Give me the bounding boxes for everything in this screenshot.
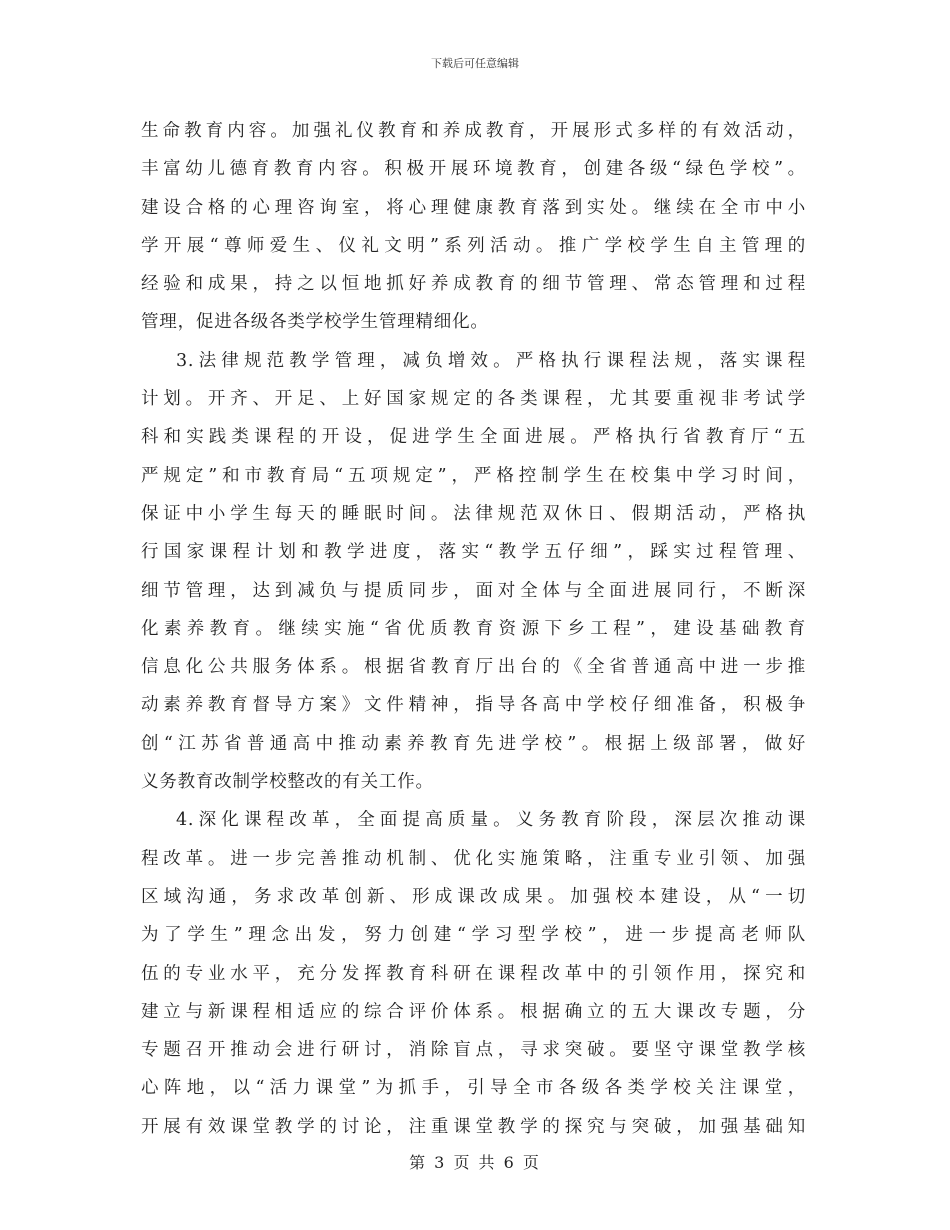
text-line: 信息化公共服务体系。根据省教育厅出台的《全省普通高中进一步推	[141, 657, 806, 678]
page-header: 下载后可任意编辑	[431, 57, 519, 70]
text-line: 细节管理，达到减负与提质同步，面对全体与全面进展同行，不断深	[141, 580, 806, 601]
text-line: 建设合格的心理咨询室，将心理健康教育落到实处。继续在全市中小	[141, 197, 806, 218]
text-line: 化素养教育。继续实施“省优质教育资源下乡工程”，建设基础教育	[141, 618, 806, 639]
text-line: 伍的专业水平，充分发挥教育科研在课程改革中的引领作用，探究和	[141, 963, 806, 984]
text-line: 心阵地，以“活力课堂”为抓手，引导全市各级各类学校关注课堂，	[141, 1078, 806, 1099]
page-number: 第 3 页 共 6 页	[409, 1153, 541, 1172]
text-line: 计划。开齐、开足、上好国家规定的各类课程，尤其要重视非考试学	[141, 389, 806, 410]
text-line: 经验和成果，持之以恒地抓好养成教育的细节管理、常态管理和过程	[141, 274, 806, 295]
text-line: 学开展“尊师爱生、仪礼文明”系列活动。推广学校学生自主管理的	[141, 235, 806, 256]
text-line: 开展有效课堂教学的讨论，注重课堂教学的探究与突破，加强基础知	[141, 1116, 806, 1137]
text-line: 义务教育改制学校整改的有关工作。	[141, 772, 434, 793]
text-line: 专题召开推动会进行研讨，消除盲点，寻求突破。要坚守课堂教学核	[141, 1040, 806, 1061]
text-line: 3.法律规范教学管理，减负增效。严格执行课程法规，落实课程	[176, 350, 806, 371]
text-line: 管理，促进各级各类学校学生管理精细化。	[141, 312, 489, 333]
text-line: 保证中小学生每天的睡眠时间。法律规范双休日、假期活动，严格执	[141, 503, 806, 524]
paragraph-1	[141, 112, 806, 342]
text-line: 动素养教育督导方案》文件精神，指导各高中学校仔细准备，积极争	[141, 695, 806, 716]
text-line: 程改革。进一步完善推动机制、优化实施策略，注重专业引领、加强	[141, 848, 806, 869]
text-line: 严规定”和市教育局“五项规定”，严格控制学生在校集中学习时间，	[141, 465, 806, 486]
text-line: 生命教育内容。加强礼仪教育和养成教育，开展形式多样的有效活动，	[141, 121, 806, 141]
paragraph-2	[141, 342, 806, 802]
text-line: 科和实践类课程的开设，促进学生全面进展。严格执行省教育厅“五	[141, 427, 806, 448]
paragraph-3	[141, 801, 806, 1146]
text-line: 创“江苏省普通高中推动素养教育先进学校”。根据上级部署，做好	[141, 733, 806, 754]
text-line: 区域沟通，务求改革创新、形成课改成果。加强校本建设，从“一切	[141, 886, 806, 907]
text-line: 建立与新课程相适应的综合评价体系。根据确立的五大课改专题，分	[141, 1001, 806, 1022]
document-body	[141, 112, 806, 1146]
text-line: 行国家课程计划和教学进度，落实“教学五仔细”，踩实过程管理、	[141, 542, 806, 563]
text-line: 丰富幼儿德育教育内容。积极开展环境教育，创建各级“绿色学校”。	[141, 159, 806, 180]
text-line: 为了学生”理念出发，努力创建“学习型学校”，进一步提高老师队	[141, 925, 806, 946]
text-line: 4.深化课程改革，全面提高质量。义务教育阶段，深层次推动课	[176, 810, 806, 831]
